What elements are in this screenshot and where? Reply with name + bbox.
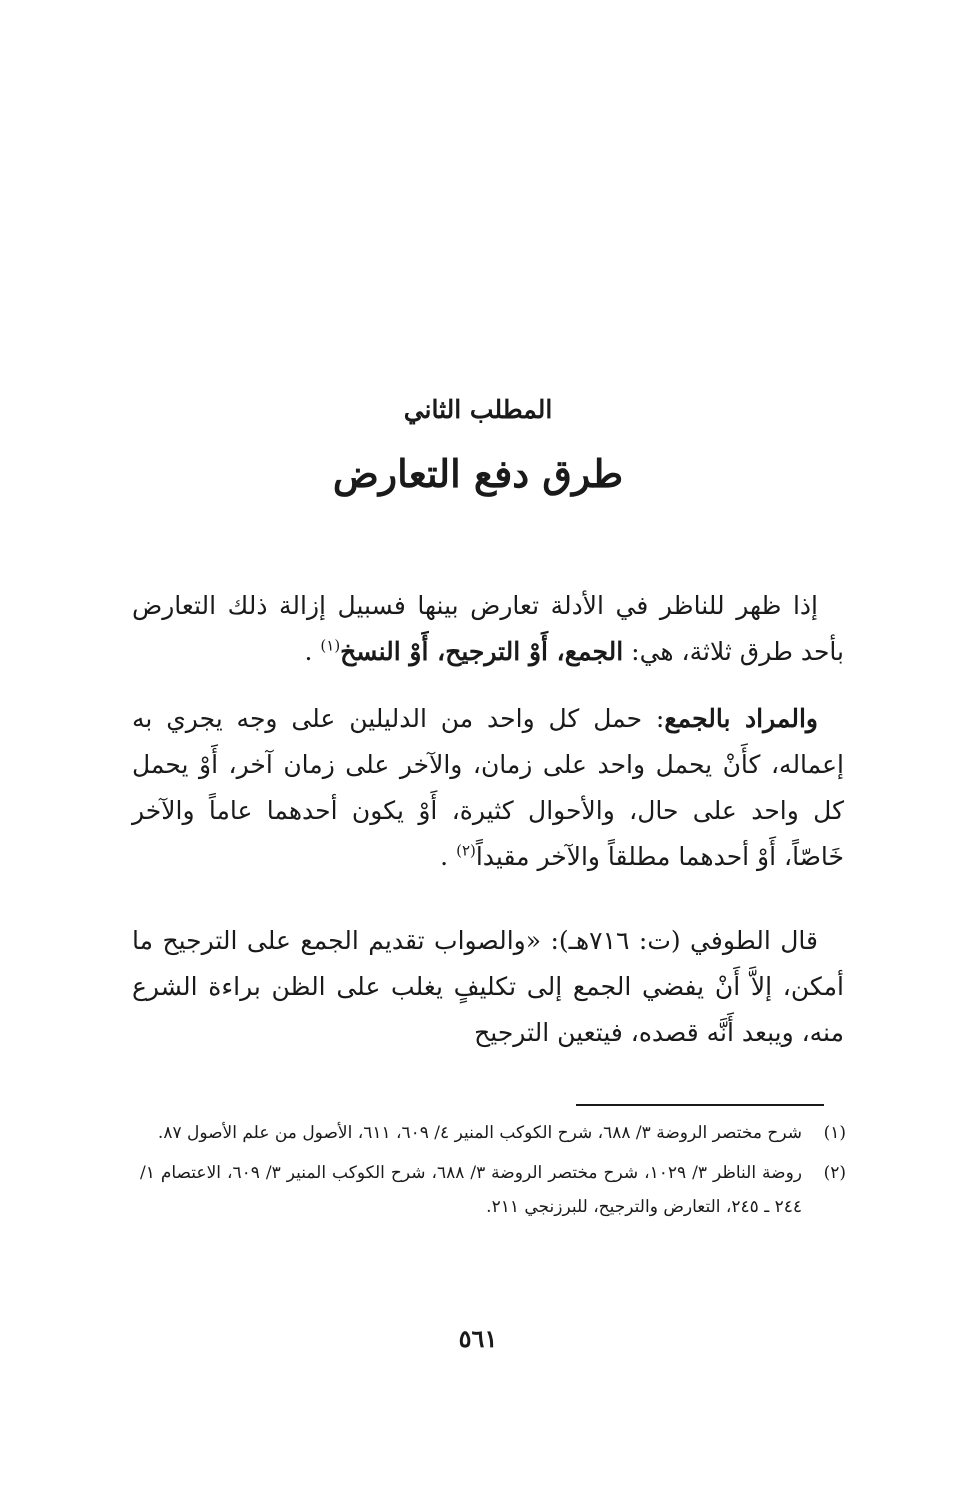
paragraph-tufi-quote-text: قال الطوفي (ت: ٧١٦هـ): «والصواب تقديم الجمع على الترجيح ما أمكن، إلاَّ أَنْ يفضي الجمع إلى تكليفٍ يغلب على الظن براءة الشرع منه، ويبعد أَنَّه قصده، فيتعين الترجيح — [132, 926, 844, 1047]
footnote-item — [140, 1156, 846, 1224]
footnote-separator — [576, 1104, 824, 1106]
methods-list: الجمع، أَوْ الترجيح، أَوْ النسخ — [340, 637, 624, 666]
footnote-item — [140, 1116, 846, 1150]
paragraph-methods — [132, 583, 844, 675]
footnote-ref-1[interactable]: (١) — [320, 636, 341, 655]
footnotes — [140, 1116, 846, 1230]
paragraph-reconciliation — [132, 696, 844, 880]
footnote-text: روضة الناظر ٣/ ١٠٢٩، شرح مختصر الروضة ٣/ ٦٨٨، شرح الكوكب المنير ٣/ ٦٠٩، الاعتصام ١/ ٢٤٤ ـ ٢٤٥، التعارض والترجيح، للبرزنجي ٢١١. — [140, 1163, 803, 1217]
paragraph-reconciliation-text: : حمل كل واحد من الدليلين على وجه يجري به إعماله، كأَنْ يحمل واحد على زمان، والآخر على زمان آخر، أَوْ يحمل كل واحد على حال، والأحوال كثيرة، أَوْ يكون أحدهما عاماً والآخر خَاصّاً، أَوْ أحدهما مطلقاً والآخر مقيداً — [132, 704, 844, 871]
footnote-number: (١) — [823, 1123, 846, 1143]
paragraph-end-mark: . — [440, 842, 457, 871]
section-title: طرق دفع التعارض — [332, 451, 624, 496]
page-number: ٥٦١ — [458, 1324, 498, 1353]
paragraph-methods-text: إذا ظهر للناظر في الأدلة تعارض بينها فسبيل إزالة ذلك التعارض بأحد طرق ثلاثة، هي: — [132, 591, 844, 666]
paragraph-end-mark: . — [304, 637, 321, 666]
section-label: المطلب الثاني — [403, 395, 553, 424]
footnote-number: (٢) — [823, 1163, 846, 1183]
paragraph-tufi-quote — [132, 918, 844, 1056]
footnote-ref-2[interactable]: (٢) — [456, 841, 476, 860]
footnote-text: شرح مختصر الروضة ٣/ ٦٨٨، شرح الكوكب المنير ٤/ ٦٠٩، ٦١١، الأصول من علم الأصول ٨٧. — [157, 1123, 802, 1143]
term-reconciliation: والمراد بالجمع — [664, 704, 818, 733]
